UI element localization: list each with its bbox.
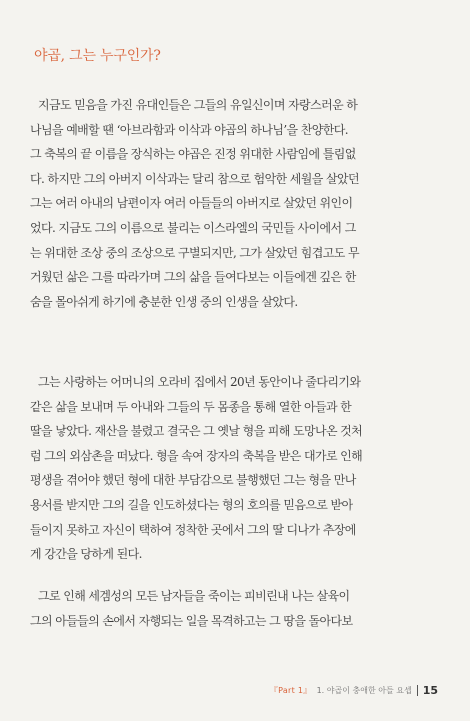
text-line: 나님을 예배할 땐 ‘아브라함과 이삭과 야곱의 하나님’을 찬양한다. [30, 122, 348, 137]
text-line: 평생을 겪어야 했던 형에 대한 부담감으로 불행했던 그는 형을 만나 [30, 473, 356, 488]
text-line: 거웠던 삶은 그를 따라가며 그의 삶을 들여다보는 이들에겐 깊은 한 [30, 270, 356, 285]
text-line: 같은 삶을 보내며 두 아내와 그들의 두 몸종을 통해 열한 아들과 한 [30, 399, 352, 414]
text-line: 딸을 낳았다. 재산을 불렸고 결국은 그 옛날 형을 피해 도망나온 것처 [30, 424, 363, 439]
text-line: 지금도 믿음을 가진 유대인들은 그들의 유일신이며 자랑스러운 하 [38, 98, 358, 112]
footer-part-label: 『Part 1』 [269, 686, 312, 695]
text-line: 그로 인해 세겜성의 모든 남자들을 죽이는 피비린내 나는 살육이 [38, 589, 350, 603]
page-footer [270, 684, 438, 697]
text-line: 용서를 받지만 그의 길을 인도하셨다는 형의 호의를 믿음으로 받아 [30, 497, 353, 512]
footer-divider [417, 685, 418, 696]
text-line: 그는 사랑하는 어머니의 오라비 집에서 20년 동안이나 줄다리기와 [38, 375, 361, 389]
paragraph-1 [30, 93, 444, 314]
text-line: 었다. 지금도 그의 이름으로 불리는 이스라엘의 국민들 사이에서 그 [30, 220, 356, 235]
text-line: 그 축복의 끝 이름을 장식하는 야곱은 진정 위대한 사람임에 틀림없 [30, 147, 356, 162]
footer-chapter-title: 1. 야곱이 충애한 아들 요셉 [316, 686, 412, 695]
text-line: 럼 그의 외삼촌을 떠났다. 형을 속여 장자의 축복을 받은 대가로 인해 [30, 448, 363, 463]
text-line: 그의 아들들의 손에서 자행되는 일을 목격하고는 그 땅을 돌아다보 [30, 613, 353, 628]
text-line: 게 강간을 당하게 된다. [30, 547, 142, 562]
paragraph-2 [30, 370, 444, 567]
text-line: 는 위대한 조상 중의 조상으로 구별되지만, 그가 살았던 힘겹고도 무 [30, 245, 359, 260]
text-line: 숨을 몰아쉬게 하기에 충분한 인생 중의 인생을 살았다. [30, 294, 298, 309]
text-line: 그는 여러 아내의 남편이자 여러 아들들의 아버지로 살았던 위인이 [30, 196, 353, 211]
section-heading: 야곱, 그는 누구인가? [34, 48, 161, 64]
text-line: 들이지 못하고 자신이 택하여 정착한 곳에서 그의 딸 디나가 추장에 [30, 522, 356, 537]
text-line: 다. 하지만 그의 아버지 이삭과는 달리 참으로 험악한 세월을 살았던 [30, 171, 359, 186]
page-number: 15 [422, 684, 438, 697]
paragraph-3 [30, 584, 444, 633]
